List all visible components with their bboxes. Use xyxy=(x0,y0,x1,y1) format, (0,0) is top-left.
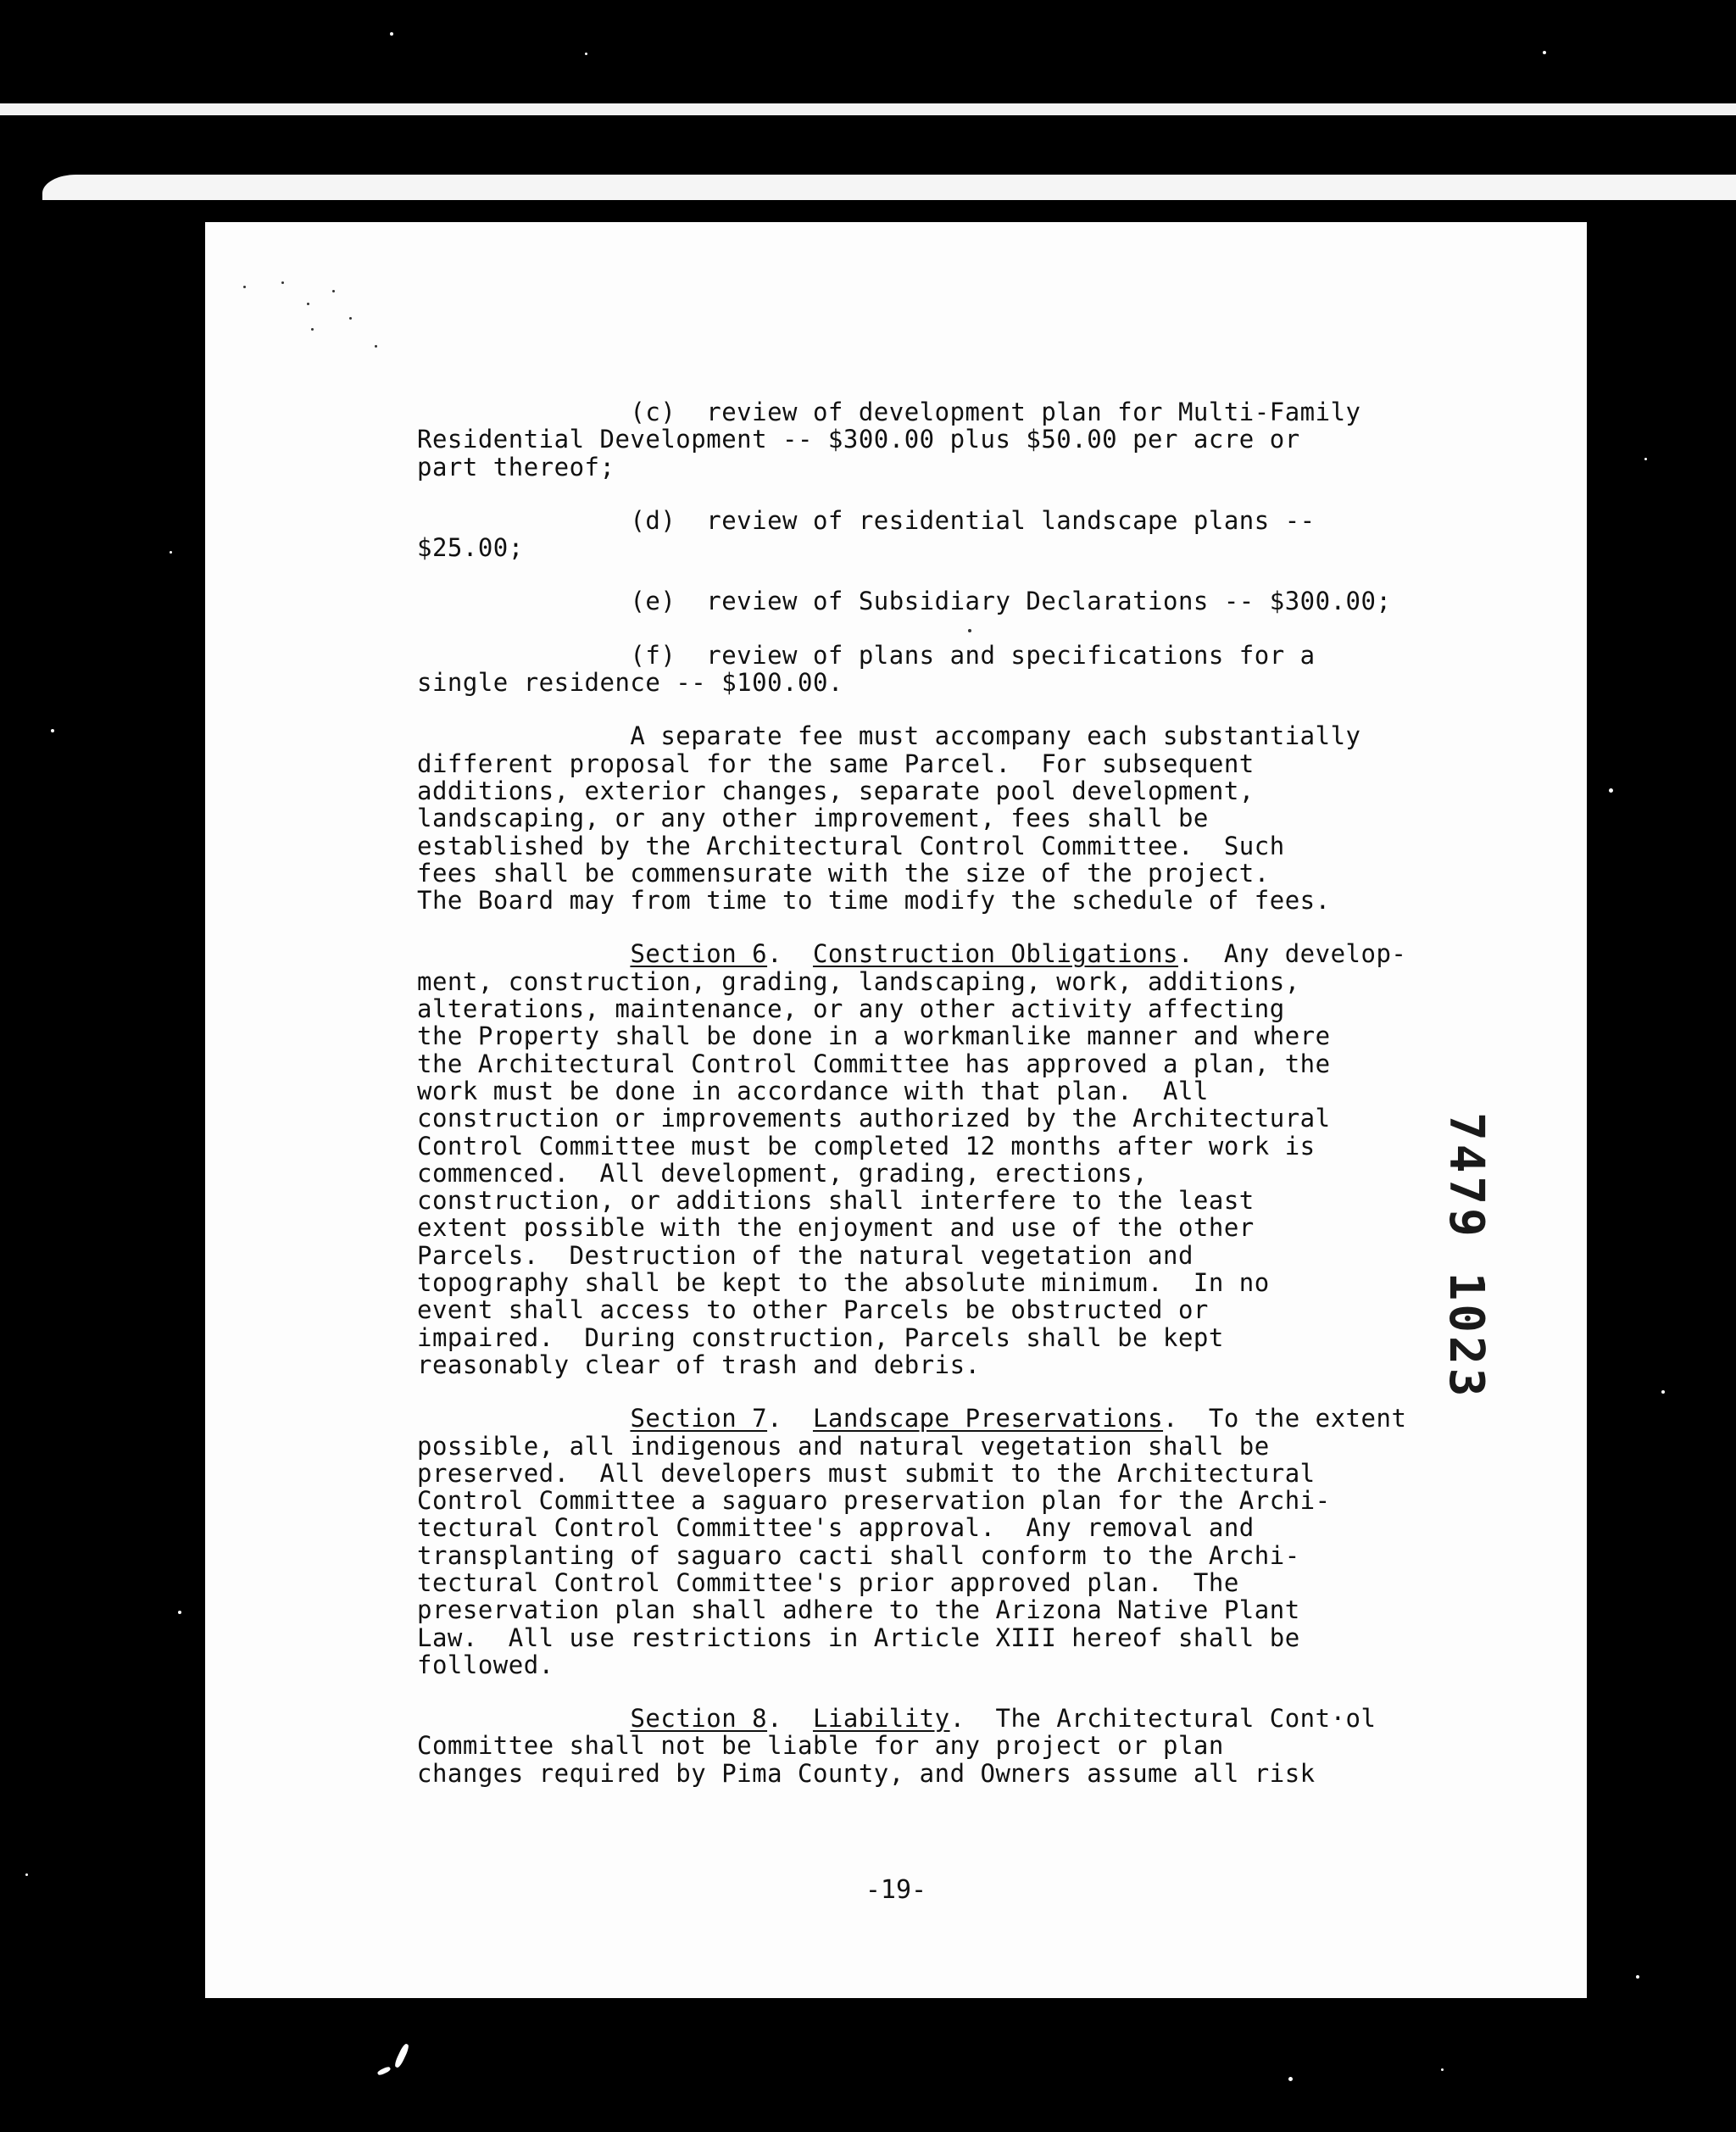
document-page xyxy=(205,222,1587,1998)
section-number: Section 7 xyxy=(630,1404,768,1433)
scan-speck xyxy=(332,290,335,292)
text-line: commenced. All development, grading, erections, xyxy=(417,1158,1149,1188)
text-line: topography shall be kept to the absolute minimum. In no xyxy=(417,1268,1270,1298)
text-line: $25.00; xyxy=(417,533,524,563)
scan-speck xyxy=(178,1611,181,1614)
text-line: the Property shall be done in a workmanlike manner and where xyxy=(417,1021,1331,1051)
scan-speck xyxy=(349,317,352,320)
scan-speck xyxy=(390,32,393,36)
scan-speck xyxy=(311,328,314,331)
section-8 xyxy=(417,1705,1434,1787)
scan-speck xyxy=(243,286,246,288)
text-line: changes required by Pima County, and Owners assume all risk xyxy=(417,1758,1316,1788)
text-line: part thereof; xyxy=(417,452,615,482)
scanner-edge-band xyxy=(42,175,1736,200)
scan-speck xyxy=(1543,51,1546,54)
text-line: preserved. All developers must submit to the Architectural xyxy=(417,1458,1316,1488)
text-line: established by the Architectural Control Committee. Such xyxy=(417,831,1285,860)
scan-speck xyxy=(1661,1390,1665,1394)
document-body xyxy=(417,398,1434,1787)
text-run: . To the extent xyxy=(1163,1404,1407,1433)
scan-speck xyxy=(25,1873,28,1876)
text-line: tectural Control Committee's approval. Any removal and xyxy=(417,1513,1255,1543)
scan-speck xyxy=(375,345,377,348)
scan-speck xyxy=(1288,2077,1293,2081)
fee-item-f xyxy=(417,642,1434,697)
section-title: Liability xyxy=(812,1704,950,1734)
section-heading-line: Section 8. Liability. The Architectural Cont·ol xyxy=(630,1704,1377,1734)
text-line: reasonably clear of trash and debris. xyxy=(417,1350,981,1379)
text-line: work must be done in accordance with that plan. All xyxy=(417,1076,1209,1105)
text-line: extent possible with the enjoyment and use of the other xyxy=(417,1213,1255,1243)
text-line: construction or improvements authorized by the Architectural xyxy=(417,1104,1331,1133)
section-6 xyxy=(417,940,1434,1378)
text-line: single residence -- $100.00. xyxy=(417,668,843,698)
scan-speck xyxy=(393,2043,410,2069)
text-line: (e) review of Subsidiary Declarations -- $300.00; xyxy=(417,587,1392,616)
text-line: Parcels. Destruction of the natural vegetation and xyxy=(417,1240,1194,1270)
text-line: different proposal for the same Parcel. For subsequent xyxy=(417,749,1255,778)
fee-item-d xyxy=(417,507,1434,562)
text-line: Control Committee must be completed 12 months after work is xyxy=(417,1131,1316,1161)
text-line: The Board may from time to time modify the schedule of fees. xyxy=(417,886,1331,916)
section-title: Landscape Preservations xyxy=(812,1404,1164,1433)
scan-speck xyxy=(307,303,309,305)
scan-speck xyxy=(376,2066,391,2076)
text-line: Committee shall not be liable for any project or plan xyxy=(417,1731,1224,1761)
text-line: Control Committee a saguaro preservation plan for the Archi- xyxy=(417,1486,1331,1516)
text-line: fees shall be commensurate with the size of the project. xyxy=(417,858,1270,888)
text-line: (f) review of plans and specifications for a xyxy=(417,640,1316,670)
text-line: impaired. During construction, Parcels shall be kept xyxy=(417,1322,1224,1352)
page-number: -19- xyxy=(865,1875,927,1905)
text-line: transplanting of saguaro cacti shall conform to the Archi- xyxy=(417,1540,1300,1570)
scan-speck xyxy=(170,551,172,554)
scan-speck xyxy=(1636,1975,1639,1979)
text-line: Law. All use restrictions in Article XIII hereof shall be xyxy=(417,1623,1300,1652)
fee-item-c xyxy=(417,398,1434,481)
section-7 xyxy=(417,1405,1434,1678)
text-line: construction, or additions shall interfere to the least xyxy=(417,1186,1255,1216)
section-heading-line: Section 7. Landscape Preservations. To the extent xyxy=(630,1404,1407,1433)
text-line: additions, exterior changes, separate pool development, xyxy=(417,776,1255,805)
scan-speck xyxy=(1609,788,1613,793)
recording-number: 7479 1023 xyxy=(1438,1112,1494,1400)
scan-speck xyxy=(1441,2068,1444,2071)
text-run: . The Architectural Cont·ol xyxy=(949,1704,1377,1734)
text-line: followed. xyxy=(417,1650,554,1679)
section-heading-line: Section 6. Construction Obligations. Any develop- xyxy=(630,939,1407,969)
text-line: event shall access to other Parcels be obstructed or xyxy=(417,1295,1209,1325)
text-line: landscaping, or any other improvement, fees shall be xyxy=(417,804,1209,833)
text-line: preservation plan shall adhere to the Arizona Native Plant xyxy=(417,1595,1300,1625)
scan-speck xyxy=(51,729,54,732)
text-line: tectural Control Committee's prior approved plan. The xyxy=(417,1567,1239,1597)
scan-speck xyxy=(1644,458,1647,460)
text-line: possible, all indigenous and natural vegetation shall be xyxy=(417,1431,1270,1461)
text-line: A separate fee must accompany each substantially xyxy=(417,721,1361,751)
scanner-edge-band xyxy=(0,103,1736,115)
text-line: the Architectural Control Committee has approved a plan, the xyxy=(417,1049,1331,1078)
text-line: (c) review of development plan for Multi-Family xyxy=(417,398,1361,426)
text-run: . Any develop- xyxy=(1178,939,1407,969)
text-line: Residential Development -- $300.00 plus $50.00 per acre or xyxy=(417,425,1300,454)
text-line: (d) review of residential landscape plans -- xyxy=(417,505,1316,535)
separate-fee-paragraph xyxy=(417,722,1434,914)
section-number: Section 6 xyxy=(630,939,768,969)
text-line: ment, construction, grading, landscaping, work, additions, xyxy=(417,966,1300,996)
scan-speck xyxy=(585,53,587,55)
scan-speck xyxy=(281,281,284,284)
text-line: alterations, maintenance, or any other activity affecting xyxy=(417,994,1285,1024)
section-title: Construction Obligations xyxy=(812,939,1178,969)
section-number: Section 8 xyxy=(630,1704,768,1734)
fee-item-e xyxy=(417,587,1434,615)
